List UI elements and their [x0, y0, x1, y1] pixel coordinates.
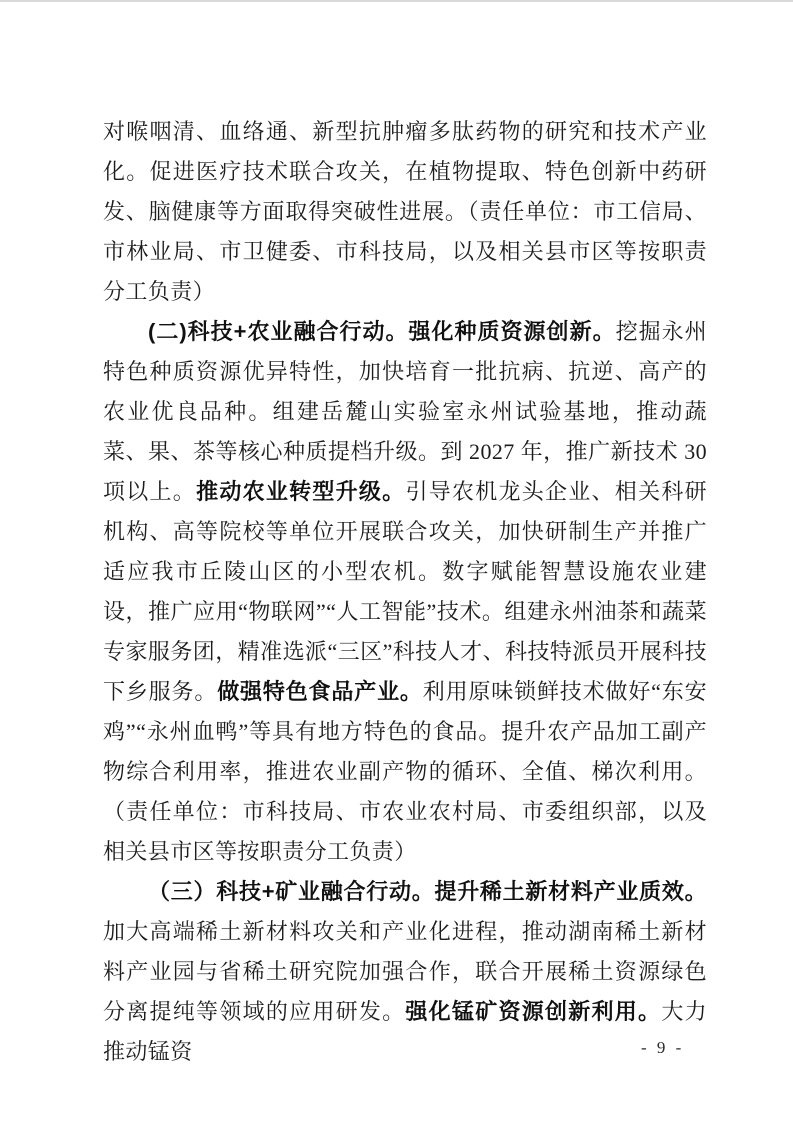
text-run: 挖掘永州特色种质资源优异特性，加快培育一批抗病、抗逆、高产的农业优良品种。组建岳麓山实验室永州试验基地，推动蔬菜、果、茶等核心种质提档升级。到 2027 年，推广新技术 30 项以上。 — [103, 319, 707, 504]
section-2-heading-bold-run: (二)科技+农业融合行动。强化种质资源创新。 — [148, 319, 616, 344]
page-number: - 9 - — [641, 1038, 685, 1057]
section-3-heading-bold-run: （三）科技+矿业融合行动。提升稀土新材料产业质效。 — [148, 879, 707, 904]
text-run: 对喉咽清、血络通、新型抗肿瘤多肽药物的研究和技术产业化。促进医疗技术联合攻关，在植物提取、特色创新中药研发、脑健康等方面取得突破性进展。（责任单位：市工信局、市林业局、市卫健委、市科技局，以及相关县市区等按职责分工负责） — [103, 119, 707, 304]
bold-run-manganese: 强化锰矿资源创新利用。 — [405, 999, 662, 1024]
paragraph-section-3-mining — [103, 872, 707, 1072]
bold-run-agriculture-upgrade: 推动农业转型升级。 — [196, 479, 406, 504]
text-run: 引导农机龙头企业、相关科研机构、高等院校等单位开展联合攻关，加快研制生产并推广适应我市丘陵山区的小型农机。数字赋能智慧设施农业建设，推广应用“物联网”“人工智能”技术。组建永州油茶和蔬菜专家服务团，精准选派“三区”科技人才、科技特派员开展科技下乡服务。 — [103, 479, 707, 704]
document-content — [103, 112, 707, 1072]
text-run: 加大高端稀土新材料攻关和产业化进程，推动湖南稀土新材料产业园与省稀土研究院加强合作，联合开展稀土资源绿色分离提纯等领域的应用研发。 — [103, 919, 707, 1024]
paragraph-section-2-agriculture — [103, 312, 707, 872]
bold-run-specialty-food: 做强特色食品产业。 — [217, 679, 423, 704]
text-run: 大力推动锰资 — [103, 999, 707, 1064]
scan-edge-artifact — [0, 0, 793, 2]
text-run: 利用原味锁鲜技术做好“东安鸡”“永州血鸭”等具有地方特色的食品。提升农产品加工副产物综合利用率，推进农业副产物的循环、全值、梯次利用。（责任单位：市科技局、市农业农村局、市委组织部，以及相关县市区等按职责分工负责） — [103, 679, 707, 864]
paragraph-continuation — [103, 112, 707, 312]
